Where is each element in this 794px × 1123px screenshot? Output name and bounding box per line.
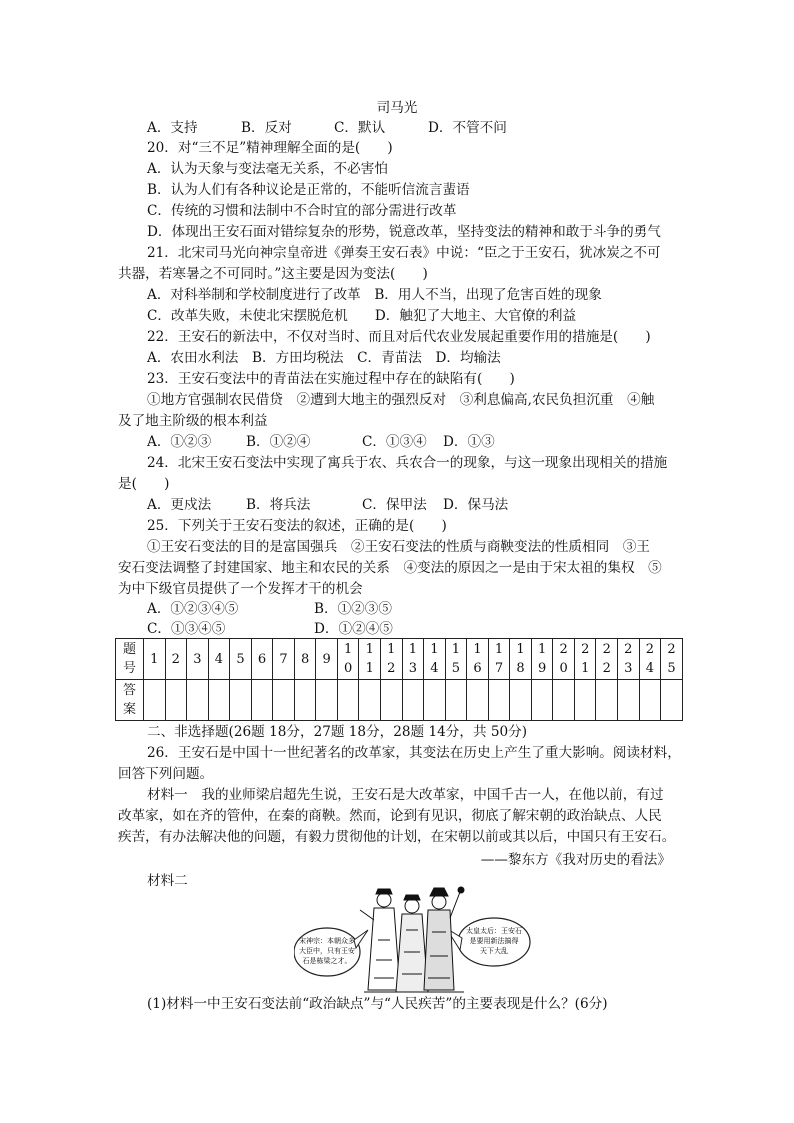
q22-stem: 22．王安石的新法中，不仅对当时、而且对后代农业发展起重要作用的措施是( ) <box>147 329 651 345</box>
answer-cell[interactable] <box>187 680 209 721</box>
question-number-digit: 3 <box>193 651 202 667</box>
question-number-cell <box>661 639 683 680</box>
question-number-digit: 2 <box>387 661 396 676</box>
question-number-cell <box>618 639 640 680</box>
q25-option-d: D．①②④⑤ <box>314 621 393 637</box>
question-number-digit: 1 <box>473 642 482 657</box>
answer-cell[interactable] <box>208 680 230 721</box>
answer-cell[interactable] <box>273 680 295 721</box>
question-number-cell <box>187 639 209 680</box>
q20-option-c: C．传统的习惯和法制中不合时宜的部分需进行改革 <box>147 203 457 219</box>
question-number-digit: 5 <box>236 651 245 667</box>
answer-cell[interactable] <box>424 680 446 721</box>
q26-part1: (1)材料一中王安石变法前“政治缺点”与“人民疾苦”的主要表现是什么？(6分) <box>147 996 608 1012</box>
answer-cell[interactable] <box>337 680 359 721</box>
q23-stem: 23．王安石变法中的青苗法在实施过程中存在的缺陷有( ) <box>147 371 515 387</box>
answer-cell[interactable] <box>553 680 575 721</box>
q23-option-b: B．①②④ <box>246 434 311 450</box>
question-number-digit: 2 <box>602 642 611 657</box>
question-number-cell <box>596 639 618 680</box>
q20-option-a: A．认为天象与变法毫无关系，不必害怕 <box>147 161 388 177</box>
q20-stem: 20．对“三不足”精神理解全面的是( ) <box>147 140 393 156</box>
q24-option-d: D．保马法 <box>443 497 509 513</box>
q24-stem-2: 是( ) <box>118 476 170 492</box>
q19-option-d: D．不管不问 <box>428 120 507 136</box>
cartoon-illustration <box>294 880 532 998</box>
q25-items-2: 安石变法调整了封建国家、地主和农民的关系 ④变法的原因之一是由于宋太祖的集权 ⑤ <box>118 560 662 576</box>
answer-cell[interactable] <box>294 680 316 721</box>
answer-cell[interactable] <box>639 680 661 721</box>
answer-cell[interactable] <box>359 680 381 721</box>
answer-cell[interactable] <box>316 680 338 721</box>
question-number-digit: 2 <box>171 651 180 667</box>
answer-cell[interactable] <box>574 680 596 721</box>
answer-table-number-row <box>116 639 683 680</box>
question-number-cell <box>639 639 661 680</box>
question-number-cell <box>467 639 489 680</box>
q23-option-a: A．①②③ <box>147 434 212 450</box>
answer-cell[interactable] <box>618 680 640 721</box>
answer-cell[interactable] <box>165 680 187 721</box>
question-number-digit: 1 <box>430 642 439 657</box>
question-number-cell <box>316 639 338 680</box>
answer-cell[interactable] <box>596 680 618 721</box>
question-number-cell <box>251 639 273 680</box>
answer-table-answer-row <box>116 680 683 721</box>
table-header-answer-2: 案 <box>122 702 136 717</box>
question-number-digit: 0 <box>559 661 568 676</box>
answer-cell[interactable] <box>251 680 273 721</box>
question-number-digit: 2 <box>667 642 676 657</box>
left-bubble-tail <box>354 930 368 948</box>
question-number-cell <box>488 639 510 680</box>
figure-wang-anshi <box>396 895 428 992</box>
question-number-digit: 4 <box>645 661 654 676</box>
q21-stem-1: 21．北宋司马光向神宗皇帝进《弹奏王安石表》中说：“臣之于王安石，犹冰炭之不可 <box>147 245 661 261</box>
cartoon-svg <box>294 880 532 998</box>
table-header-number <box>116 639 144 680</box>
question-number-digit: 1 <box>387 642 396 657</box>
answer-cell[interactable] <box>661 680 683 721</box>
material1-line1: 材料一 我的业师梁启超先生说，王安石是大改革家，中国千古一人，在他以前，有过 <box>147 787 664 803</box>
question-number-cell <box>144 639 166 680</box>
question-number-digit: 2 <box>581 642 590 657</box>
q23-items-2: 及了地主阶级的根本利益 <box>118 413 268 429</box>
answer-cell[interactable] <box>230 680 252 721</box>
question-number-digit: 1 <box>581 661 590 676</box>
q19-option-b: B．反对 <box>241 120 292 136</box>
answer-cell[interactable] <box>531 680 553 721</box>
q23-option-d: D．①③ <box>443 434 495 450</box>
q21-options-2: C．改革失败，未使北宋摆脱危机 D．触犯了大地主、大官僚的利益 <box>147 308 577 324</box>
question-number-digit: 4 <box>430 661 439 676</box>
question-number-digit: 8 <box>300 651 310 667</box>
answer-cell[interactable] <box>467 680 489 721</box>
material1-line3: 疾苦，有办法解决他的问题，有毅力贯彻他的计划，在宋朝以前或其以后，中国只有王安石。 <box>118 829 676 845</box>
question-number-cell <box>208 639 230 680</box>
question-number-cell <box>424 639 446 680</box>
question-number-cell <box>337 639 359 680</box>
left-bubble-text-2: 大臣中，只有王安 <box>299 947 355 955</box>
q23-items-1: ①地方官强制农民借贷 ②遭到大地主的强烈反对 ③利息偏高,农民负担沉重 ④触 <box>147 392 655 408</box>
question-number-digit: 2 <box>559 642 568 657</box>
question-number-cell <box>574 639 596 680</box>
q19-option-c: C．默认 <box>334 120 386 136</box>
question-number-digit: 1 <box>516 642 525 657</box>
q21-options-1: A．对科举制和学校制度进行了改革 B．用人不当，出现了危害百姓的现象 <box>147 287 602 303</box>
question-number-digit: 2 <box>602 661 611 676</box>
question-number-digit: 7 <box>494 661 504 676</box>
table-header-number-2: 号 <box>122 661 136 676</box>
q24-option-b: B．将兵法 <box>246 497 311 513</box>
q19-option-a: A．支持 <box>147 120 198 136</box>
question-number-digit: 1 <box>494 642 504 657</box>
left-bubble-text-3: 石是栋梁之才。 <box>302 957 352 965</box>
question-number-digit: 0 <box>344 661 353 676</box>
q24-option-a: A．更戍法 <box>147 497 212 513</box>
question-number-digit: 1 <box>365 661 374 676</box>
question-number-digit: 1 <box>344 642 353 657</box>
q22-options: A．农田水利法 B．方田均税法 C．青苗法 D．均输法 <box>147 350 501 366</box>
answer-cell[interactable] <box>510 680 532 721</box>
question-number-digit: 3 <box>624 661 633 676</box>
question-number-cell <box>531 639 553 680</box>
question-number-digit: 1 <box>365 642 374 657</box>
question-number-digit: 8 <box>516 661 525 676</box>
right-bubble-text-1: 太皇太后：王安石 <box>466 927 522 935</box>
question-number-digit: 1 <box>150 651 159 667</box>
answer-table <box>115 638 683 721</box>
material1-line2: 改革家，如在齐的管仲，在秦的商鞅。然而，论到有见识，彻底了解宋朝的政治缺点、人民 <box>118 808 662 824</box>
question-number-digit: 5 <box>667 661 676 676</box>
question-number-cell <box>445 639 467 680</box>
question-number-digit: 9 <box>537 661 547 676</box>
question-number-cell <box>402 639 424 680</box>
question-number-digit: 3 <box>408 661 417 676</box>
question-number-cell <box>553 639 575 680</box>
q25-items-3: 为中下级官员提供了一个发挥才干的机会 <box>118 581 363 597</box>
q25-option-b: B．①②③⑤ <box>314 601 392 617</box>
q21-stem-2: 共器，若寒暑之不可同时。”这主要是因为变法( ) <box>118 266 428 282</box>
question-number-cell <box>230 639 252 680</box>
q26-stem-2: 回答下列问题。 <box>118 766 214 782</box>
answer-cell[interactable] <box>381 680 403 721</box>
material2-label: 材料二 <box>147 873 188 889</box>
q20-option-b: B．认为人们有各种议论是正常的，不能听信流言蜚语 <box>147 182 470 198</box>
q25-stem: 25．下列关于王安石变法的叙述，正确的是( ) <box>147 518 447 534</box>
answer-cell[interactable] <box>445 680 467 721</box>
question-number-digit: 1 <box>537 642 547 657</box>
answer-cell[interactable] <box>488 680 510 721</box>
question-number-cell <box>165 639 187 680</box>
q25-items-1: ①王安石变法的目的是富国强兵 ②王安石变法的性质与商鞅变法的性质相同 ③王 <box>147 539 650 555</box>
question-number-digit: 9 <box>322 651 331 667</box>
q25-option-a: A．①②③④⑤ <box>147 601 239 617</box>
answer-cell[interactable] <box>402 680 424 721</box>
question-number-digit: 1 <box>408 642 417 657</box>
table-header-answer-1: 答 <box>122 683 136 698</box>
table-header-number-1: 题 <box>122 642 136 657</box>
question-number-cell <box>359 639 381 680</box>
question-number-cell <box>294 639 316 680</box>
question-number-digit: 7 <box>279 651 288 667</box>
question-number-digit: 5 <box>451 661 461 676</box>
question-number-digit: 6 <box>473 661 482 676</box>
right-bubble-text-2: 是要用新法搞得 <box>469 937 519 945</box>
question-number-digit: 6 <box>257 651 267 667</box>
material1-source: ——黎东方《我对历史的看法》 <box>480 852 671 868</box>
question-number-cell <box>510 639 532 680</box>
answer-cell[interactable] <box>144 680 166 721</box>
question-number-digit: 4 <box>214 651 224 667</box>
question-number-cell <box>273 639 295 680</box>
q26-stem-1: 26．王安石是中国十一世纪著名的改革家，其变法在历史上产生了重大影响。阅读材料， <box>147 745 681 761</box>
q25-option-c: C．①③④⑤ <box>147 621 226 637</box>
right-bubble-text-3: 天下大乱 <box>480 947 508 955</box>
question-number-cell <box>381 639 403 680</box>
section2-title: 二、非选择题(26题 18分，27题 18分，28题 14分，共 50分) <box>147 724 528 740</box>
left-bubble-text-1: 宋神宗：本朝众多 <box>299 937 355 945</box>
question-number-digit: 2 <box>645 642 654 657</box>
q20-option-d: D．体现出王安石面对错综复杂的形势，锐意改革，坚持变法的精神和敢于斗争的勇气 <box>147 224 661 240</box>
q24-option-c: C．保甲法 <box>362 497 427 513</box>
question-number-digit: 1 <box>451 642 461 657</box>
table-header-answer <box>116 680 144 721</box>
q24-stem-1: 24．北宋王安石变法中实现了寓兵于农、兵农合一的现象，与这一现象出现相关的措施 <box>147 455 668 471</box>
page-title: 司马光 <box>376 100 418 116</box>
figure-emperor <box>360 889 400 990</box>
q23-option-c: C．①③④ <box>362 434 427 450</box>
question-number-digit: 2 <box>624 642 633 657</box>
